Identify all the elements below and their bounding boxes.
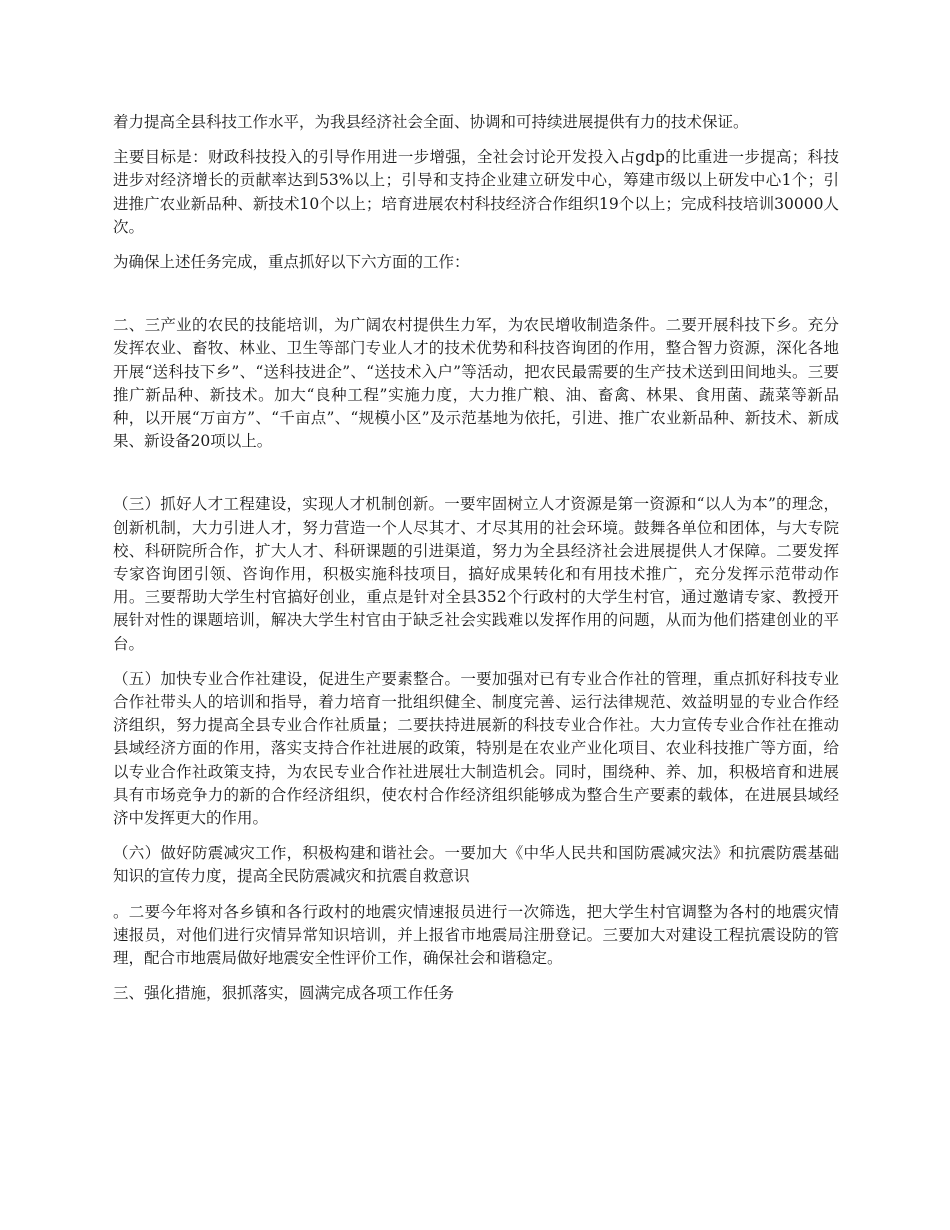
paragraph-tech-guarantee: 着力提高全县科技工作水平，为我县经济社会全面、协调和可持续进展提供有力的技术保证。: [113, 113, 749, 131]
document-body: [113, 111, 839, 1018]
paragraph-earthquake-prevention: （六）做好防震减灾工作，积极构建和谐社会。一要加大《中华人民共和国防震减灾法》和抗震防震基础知识的宣传力度，提高全民防震减灾和抗震自救意识: [113, 844, 839, 886]
paragraph-main-goals: 主要目标是：财政科技投入的引导作用进一步增强，全社会讨论开发投入占gdp的比重进一步提高；科技进步对经济增长的贡献率达到53%以上；引导和支持企业建立研发中心，筹建市级以上研发中心1个；引进推广农业新品种、新技术10个以上；培育进展农村科技经济合作组织19个以上；完成科技培训30000人次。: [113, 148, 839, 236]
section-heading-measures: 三、强化措施，狠抓落实，圆满完成各项工作任务: [113, 984, 455, 1003]
paragraph-six-tasks-intro: 为确保上述任务完成，重点抓好以下六方面的工作：: [113, 253, 470, 272]
paragraph-farmer-training: 二、三产业的农民的技能培训，为广阔农村提供生力军，为农民增收制造条件。二要开展科技下乡。充分发挥农业、畜牧、林业、卫生等部门专业人才的技术优势和科技咨询团的作用，整合智力资源，深化各地开展“送科技下乡”、“送科技进企”、“送技术入户”等活动，把农民最需要的生产技术送到田间地头。三要推广新品种、新技术。加大“良种工程”实施力度，大力推广粮、油、畜禽、林果、食用菌、蔬菜等新品种，以开展“万亩方”、“千亩点”、“规模小区”及示范基地为依托，引进、推广农业新品种、新技术、新成果、新设备20项以上。: [113, 316, 839, 451]
paragraph-talent-project: （三）抓好人才工程建设，实现人才机制创新。一要牢固树立人才资源是第一资源和“以人为本”的理念，创新机制，大力引进人才，努力营造一个人尽其才、才尽其用的社会环境。鼓舞各单位和团体，与大专院校、科研院所合作，扩大人才、科研课题的引进渠道，努力为全县经济社会进展提供人才保障。二要发挥专家咨询团引领、咨询作用，积极实施科技项目，搞好成果转化和有用技术推广，充分发挥示范带动作用。三要帮助大学生村官搞好创业，重点是针对全县352个行政村的大学生村官，通过邀请专家、教授开展针对性的课题培训，解决大学生村官由于缺乏社会实践难以发挥作用的问题，从而为他们搭建创业的平台。: [113, 495, 839, 653]
paragraph-cooperatives: （五）加快专业合作社建设，促进生产要素整合。一要加强对已有专业合作社的管理，重点抓好科技专业合作社带头人的培训和指导，着力培育一批组织健全、制度完善、运行法律规范、效益明显的专业合作经济组织，努力提高全县专业合作社质量；二要扶持进展新的科技专业合作社。大力宣传专业合作社在推动县域经济方面的作用，落实支持合作社进展的政策，特别是在农业产业化项目、农业科技推广等方面，给以专业合作社政策支持，为农民专业合作社进展壮大制造机会。同时，围绕种、养、加，积极培育和进展具有市场竞争力的新的合作经济组织，使农村合作经济组织能够成为整合生产要素的载体，在进展县域经济中发挥更大的作用。: [113, 669, 839, 828]
paragraph-earthquake-reporters: 。二要今年将对各乡镇和各行政村的地震灾情速报员进行一次筛选，把大学生村官调整为各村的地震灾情速报员，对他们进行灾情异常知识培训，并上报省市地震局注册登记。三要加大对建设工程抗震设防的管理，配合市地震局做好地震安全性评价工作，确保社会和谐稳定。: [113, 902, 839, 968]
